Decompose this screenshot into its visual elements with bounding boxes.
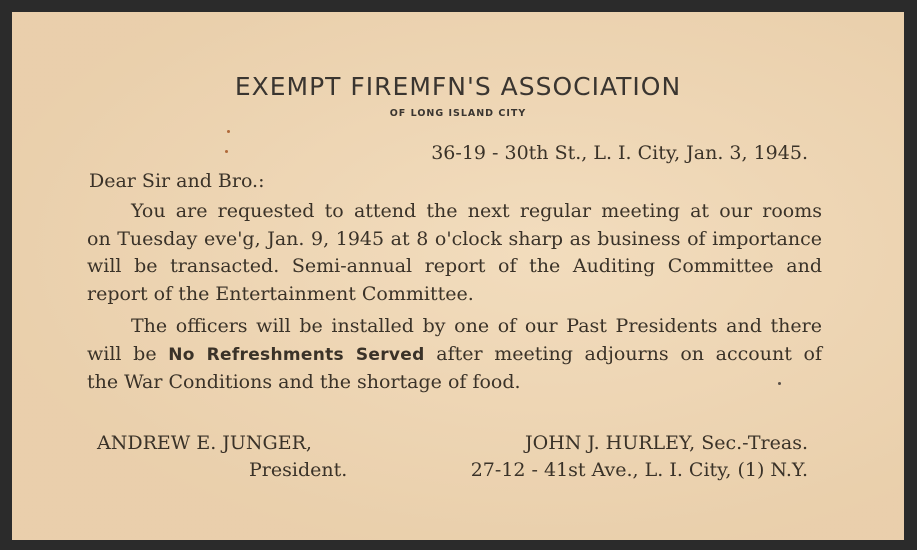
president-signature-block [97, 430, 347, 484]
paragraph-line: will be transacted. Semi-annual report of the Auditing Committee and [87, 255, 822, 277]
association-title: EXEMPT FIREMFN'S ASSOCIATION [234, 72, 682, 101]
paper-speck [778, 382, 781, 385]
paragraph-line: the War Conditions and the shortage of food. [87, 371, 521, 393]
no-refreshments-emphasis: No Refreshments Served [168, 344, 425, 365]
paragraph-installation-notice [87, 313, 822, 397]
paper-speck [227, 130, 230, 133]
paragraph-line: report of the Entertainment Committee. [87, 282, 474, 305]
president-title: President. [249, 459, 348, 481]
dateline: 36-19 - 30th St., L. I. City, Jan. 3, 1945. [431, 142, 808, 164]
line-text-after: after meeting adjourns on account of [436, 342, 822, 365]
secretary-signature-block [471, 430, 808, 484]
postcard [12, 12, 904, 540]
secretary-address: 27-12 - 41st Ave., L. I. City, (1) N.Y. [470, 459, 808, 481]
secretary-name: JOHN J. HURLEY, Sec.-Treas. [525, 432, 808, 454]
paragraph-meeting-notice [87, 198, 822, 308]
paper-speck [225, 150, 228, 153]
salutation: Dear Sir and Bro.: [89, 170, 265, 192]
paragraph-line: You are requested to attend the next regular meeting at our rooms [131, 200, 822, 222]
line-text-before: will be [87, 342, 157, 365]
president-name: ANDREW E. JUNGER, [97, 432, 312, 454]
paragraph-line: The officers will be installed by one of our Past Presidents and there [131, 315, 822, 337]
paragraph-line: on Tuesday eve'g, Jan. 9, 1945 at 8 o'clock sharp as business of importance [87, 227, 822, 250]
paragraph-line-refreshments [87, 341, 822, 370]
association-location: OF LONG ISLAND CITY [389, 108, 527, 119]
